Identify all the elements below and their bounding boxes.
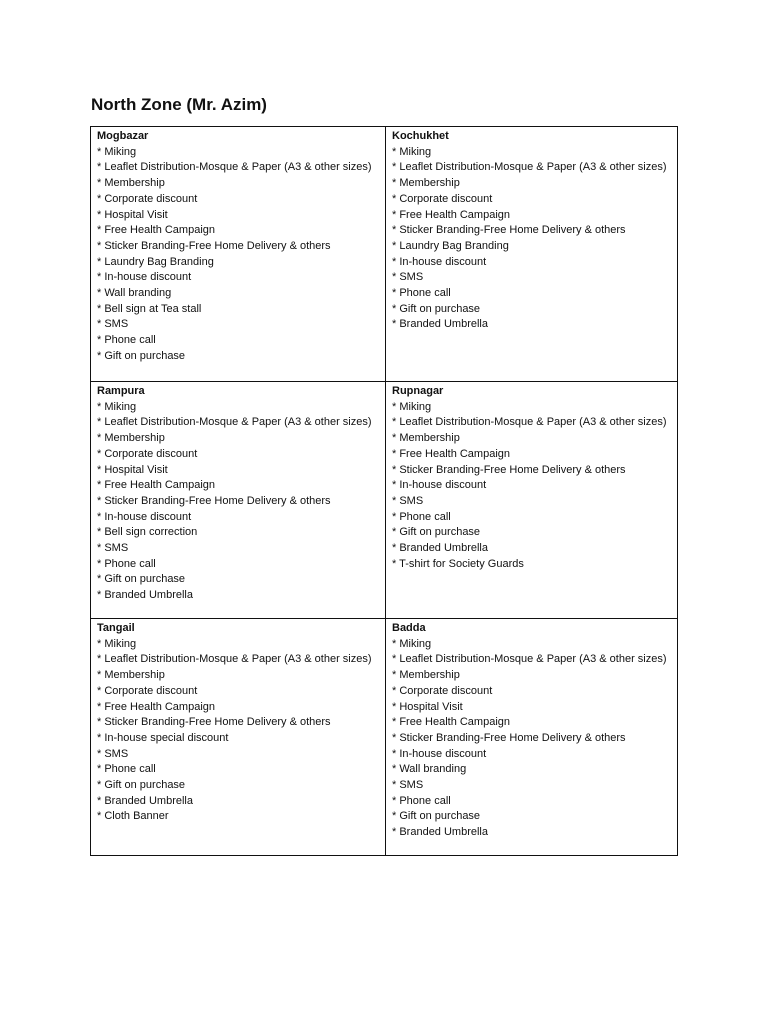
activity-item: * Free Health Campaign [97, 700, 216, 713]
activity-item: * Branded Umbrella [392, 318, 488, 331]
activity-item: * Miking [97, 400, 137, 413]
activity-item: * In-house discount [392, 479, 487, 492]
activity-item: * Cloth Banner [97, 810, 169, 823]
activity-item: * Leaflet Distribution-Mosque & Paper (A3 & other sizes) [97, 161, 372, 174]
activity-item: * Leaflet Distribution-Mosque & Paper (A3 & other sizes) [97, 416, 372, 429]
activity-item: * Membership [97, 177, 165, 190]
activity-item: * Gift on purchase [392, 302, 481, 315]
area-name: Rampura [97, 385, 145, 397]
activity-item: * Miking [97, 637, 137, 650]
activity-item: * Corporate discount [392, 684, 493, 697]
activity-item: * SMS [392, 779, 424, 792]
activity-item: * Gift on purchase [97, 573, 186, 586]
activity-list [392, 400, 674, 573]
activity-item: * Hospital Visit [97, 463, 168, 476]
area-cell-tangail [91, 618, 385, 855]
page-title: North Zone (Mr. Azim) [91, 95, 267, 114]
activity-item: * Miking [392, 400, 432, 413]
area-name: Badda [392, 622, 426, 634]
activity-item: * Leaflet Distribution-Mosque & Paper (A3 & other sizes) [392, 161, 667, 174]
activity-item: * Sticker Branding-Free Home Delivery & others [392, 224, 626, 237]
area-name: Mogbazar [97, 130, 149, 142]
activity-item: * Branded Umbrella [97, 589, 193, 602]
activity-item: * Sticker Branding-Free Home Delivery & others [392, 463, 626, 476]
activity-item: * Membership [392, 432, 460, 445]
activity-item: * Phone call [97, 334, 156, 347]
activity-item: * Laundry Bag Branding [97, 255, 214, 268]
activity-item: * In-house discount [392, 255, 487, 268]
activity-item: * Miking [97, 145, 137, 158]
activity-item: * In-house discount [97, 271, 192, 284]
activity-item: * Sticker Branding-Free Home Delivery & others [392, 731, 626, 744]
activity-item: * SMS [392, 271, 424, 284]
activity-item: * Laundry Bag Branding [392, 239, 509, 252]
activity-item: * Membership [392, 177, 460, 190]
activity-list [97, 637, 381, 825]
activity-item: * Membership [97, 669, 165, 682]
activity-item: * Gift on purchase [392, 526, 481, 539]
activity-item: * Sticker Branding-Free Home Delivery & others [97, 716, 331, 729]
area-cell-kochukhet [385, 127, 678, 381]
activity-item: * Bell sign at Tea stall [97, 302, 202, 315]
activity-item: * Wall branding [392, 763, 467, 776]
activity-item: * SMS [392, 494, 424, 507]
activity-item: * In-house discount [97, 510, 192, 523]
activity-item: * Phone call [97, 763, 156, 776]
activity-item: * Free Health Campaign [392, 716, 511, 729]
activity-item: * SMS [97, 747, 129, 760]
activity-item: * In-house discount [392, 747, 487, 760]
activity-item: * Phone call [97, 557, 156, 570]
zone-activities-table [90, 126, 678, 856]
activity-item: * T-shirt for Society Guards [392, 557, 524, 570]
activity-item: * Miking [392, 145, 432, 158]
activity-item: * Corporate discount [97, 684, 198, 697]
activity-item: * Membership [392, 669, 460, 682]
activity-item: * Membership [97, 432, 165, 445]
activity-item: * Branded Umbrella [97, 794, 193, 807]
activity-item: * Free Health Campaign [97, 479, 216, 492]
activity-item: * Phone call [392, 510, 451, 523]
activity-item: * In-house special discount [97, 731, 229, 744]
activity-item: * Corporate discount [97, 447, 198, 460]
activity-list [392, 637, 674, 841]
activity-item: * Leaflet Distribution-Mosque & Paper (A3 & other sizes) [392, 416, 667, 429]
area-cell-mogbazar [91, 127, 385, 381]
area-cell-rampura [91, 381, 385, 618]
activity-item: * Gift on purchase [392, 810, 481, 823]
area-name: Kochukhet [392, 130, 449, 142]
activity-item: * Miking [392, 637, 432, 650]
activity-item: * Free Health Campaign [392, 447, 511, 460]
area-cell-rupnagar [385, 381, 678, 618]
activity-item: * Corporate discount [392, 192, 493, 205]
activity-item: * Hospital Visit [97, 208, 168, 221]
activity-item: * Hospital Visit [392, 700, 463, 713]
activity-list [97, 145, 381, 365]
activity-list [97, 400, 381, 604]
activity-item: * SMS [97, 318, 129, 331]
activity-item: * Wall branding [97, 287, 172, 300]
area-cell-badda [385, 618, 678, 855]
activity-item: * Phone call [392, 794, 451, 807]
activity-item: * Phone call [392, 287, 451, 300]
area-name: Tangail [97, 622, 135, 634]
area-name: Rupnagar [392, 385, 444, 397]
activity-item: * Free Health Campaign [97, 224, 216, 237]
activity-item: * Sticker Branding-Free Home Delivery & others [97, 494, 331, 507]
activity-item: * Leaflet Distribution-Mosque & Paper (A3 & other sizes) [97, 653, 372, 666]
activity-item: * Branded Umbrella [392, 542, 488, 555]
activity-item: * Gift on purchase [97, 349, 186, 362]
activity-list [392, 145, 674, 333]
activity-item: * Bell sign correction [97, 526, 198, 539]
activity-item: * Corporate discount [97, 192, 198, 205]
activity-item: * Free Health Campaign [392, 208, 511, 221]
activity-item: * Gift on purchase [97, 779, 186, 792]
activity-item: * SMS [97, 542, 129, 555]
activity-item: * Sticker Branding-Free Home Delivery & others [97, 239, 331, 252]
activity-item: * Leaflet Distribution-Mosque & Paper (A3 & other sizes) [392, 653, 667, 666]
activity-item: * Branded Umbrella [392, 826, 488, 839]
